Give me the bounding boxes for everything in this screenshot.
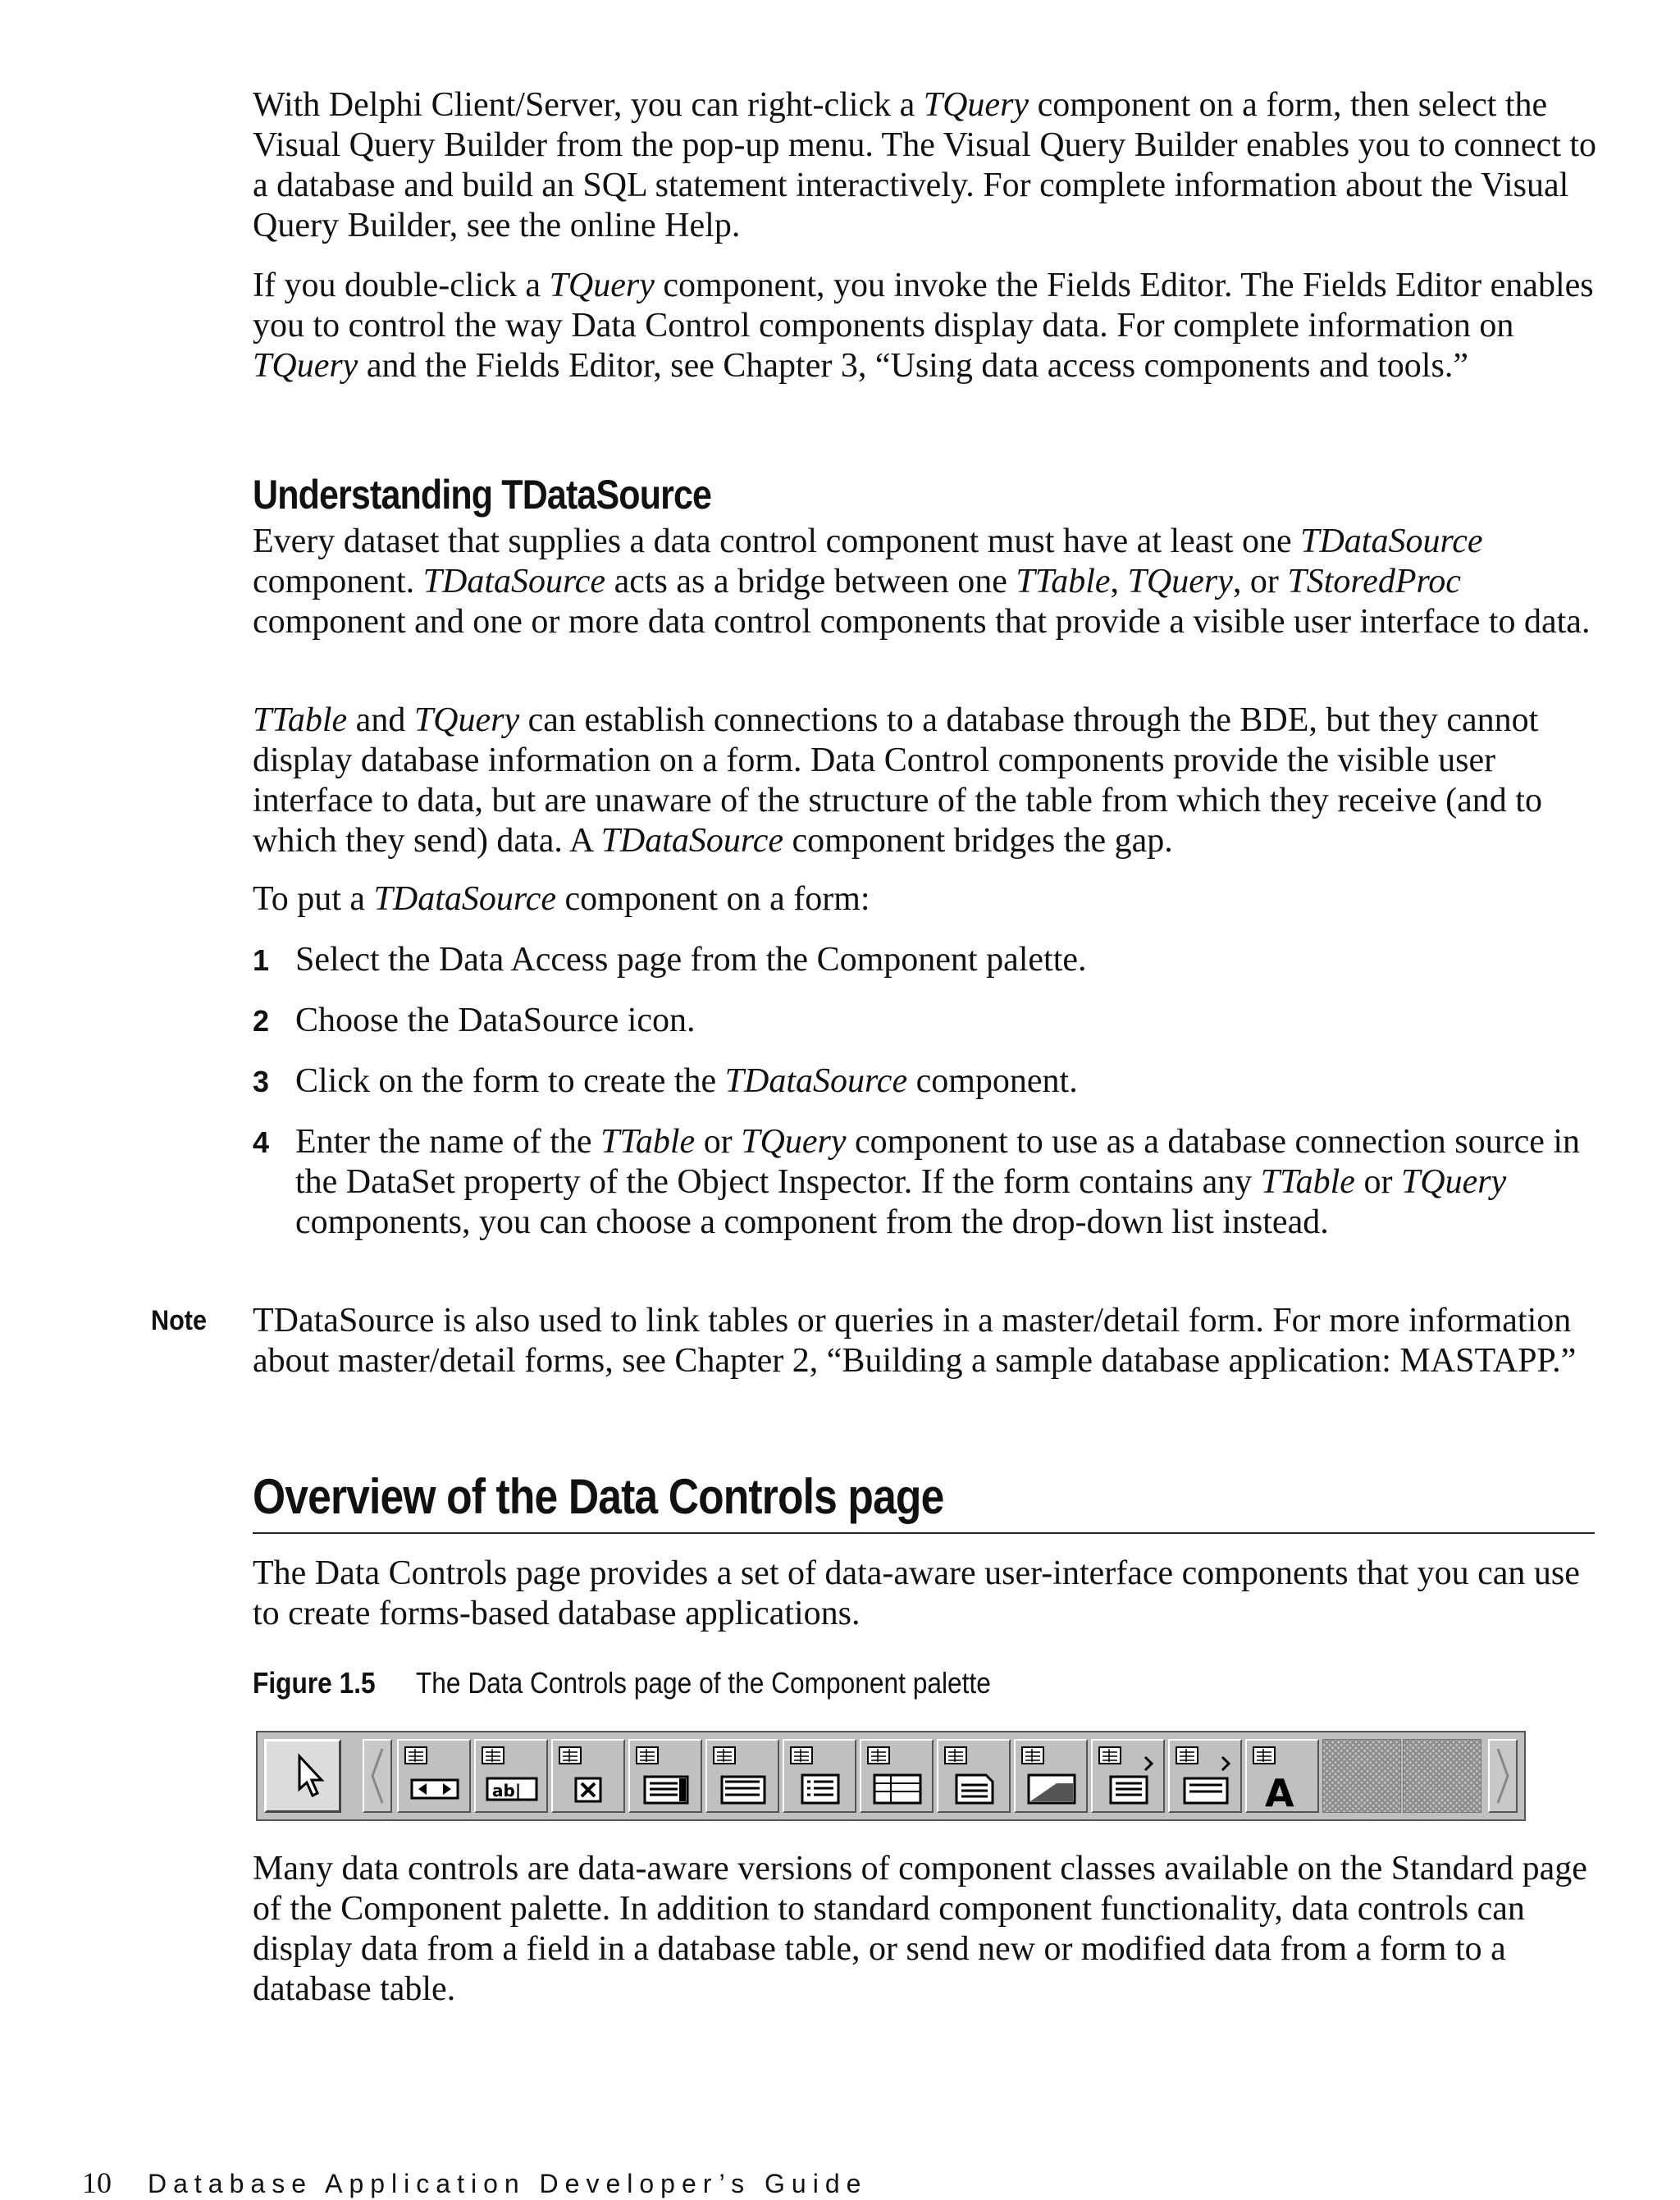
text-run: Choose the DataSource icon. (295, 1002, 696, 1039)
db-lookup-combo-icon (1170, 1741, 1240, 1811)
palette-component-button[interactable] (474, 1739, 548, 1813)
text-run: component. (907, 1062, 1078, 1100)
svg-text:A: A (1265, 1771, 1294, 1811)
text-run: Select the Data Access page from the Component palette. (295, 941, 1087, 979)
italic-term: TQuery (413, 701, 520, 739)
text-run: can establish connections to a database through the BDE, but they cannot display database information on a form. Data Control components provide the visible user interface to data, but are unaware of the structure of the table from which they receive (and to which they send) data. A (253, 701, 1542, 860)
text-run: and (347, 701, 414, 739)
db-radiogroup-icon (1016, 1741, 1086, 1811)
italic-term: TTable (1016, 563, 1111, 600)
italic-term: TTable (1260, 1163, 1355, 1201)
section-heading-overview-data-controls: Overview of the Data Controls page (253, 1469, 944, 1524)
db-image-icon (707, 1741, 778, 1811)
svg-text:ab|: ab| (492, 1781, 522, 1801)
text-run: component on a form: (555, 880, 870, 918)
italic-term: TDataSource (373, 880, 556, 918)
db-navigator-icon (399, 1741, 469, 1811)
palette-component-button[interactable] (1014, 1739, 1088, 1813)
page-footer (82, 2166, 867, 2200)
text-run: The Data Controls page provides a set of data-aware user-interface components that you can use to create forms-based database applications. (253, 1554, 1580, 1632)
db-checkbox-icon (938, 1741, 1009, 1811)
italic-term: TDataSource (600, 822, 784, 860)
italic-term: TQuery (1127, 563, 1233, 600)
palette-component-button[interactable] (705, 1739, 779, 1813)
italic-term: TTable (600, 1123, 696, 1161)
text-run: Enter the name of the (295, 1123, 601, 1161)
palette-component-button[interactable] (937, 1739, 1011, 1813)
step-number-4: 4 (253, 1125, 270, 1159)
step-text-4 (295, 1122, 1600, 1243)
text-run: , or (1232, 563, 1288, 600)
figure-number: Figure 1.5 (253, 1666, 376, 1700)
italic-term: TDataSource (1300, 523, 1483, 560)
pointer-arrow-icon (267, 1741, 339, 1810)
text-run: component, you invoke the Fields Editor. The Fields Editor enables you to control the way Data Control components display data. For complete information on (253, 267, 1594, 345)
step-number-1: 1 (253, 943, 270, 977)
heading-rule (253, 1532, 1595, 1534)
figure-caption (253, 1665, 991, 1701)
italic-term: TQuery (549, 267, 655, 304)
section-heading-understanding-tdatasource: Understanding TDataSource (253, 472, 712, 518)
palette-empty-slot (1403, 1739, 1481, 1813)
paragraph-ttable-tquery (253, 701, 1598, 861)
step-text-1 (295, 940, 1600, 980)
paragraph-data-controls-page (253, 1554, 1598, 1634)
palette-component-button[interactable] (1091, 1739, 1165, 1813)
paragraph-many-data-controls (253, 1849, 1598, 2010)
text-run: component on a form, then select the Visual Query Builder from the pop-up menu. The Visual Query Builder enables you to connect to a database and build an SQL statement interactively. For complete information about the Visual Query Builder, see the online Help. (253, 86, 1597, 244)
page-number: 10 (82, 2166, 112, 2199)
step-number-2: 2 (253, 1004, 270, 1038)
text-run: Click on the form to create the (295, 1062, 725, 1100)
text-run: , (1110, 563, 1128, 600)
palette-component-button[interactable] (860, 1739, 934, 1813)
text-run: To put a (253, 880, 374, 918)
italic-term: TStoredProc (1287, 563, 1461, 600)
db-text-icon (476, 1741, 546, 1811)
db-edit-icon (553, 1741, 623, 1811)
palette-scroll-left-button[interactable] (363, 1739, 392, 1813)
db-lookup-list-icon (1093, 1741, 1163, 1811)
pointer-arrow-button[interactable] (264, 1739, 341, 1813)
db-memo-icon (630, 1741, 701, 1811)
italic-term: TQuery (1400, 1163, 1507, 1201)
db-grid-icon (1247, 1741, 1317, 1811)
italic-term: TQuery (741, 1123, 847, 1161)
text-run: Many data controls are data-aware versions of component classes available on the Standard page of the Component palette. In addition to standard component functionality, data controls can display data from a field in a database table, or send new or modified data from a form to a database table. (253, 1850, 1587, 2008)
text-run: With Delphi Client/Server, you can right-click a (253, 86, 924, 124)
italic-term: TQuery (253, 347, 358, 385)
text-run: component bridges the gap. (783, 822, 1173, 860)
text-run: If you double-click a (253, 267, 550, 304)
text-run: acts as a bridge between one (605, 563, 1016, 600)
palette-component-button[interactable] (551, 1739, 625, 1813)
text-run: component and one or more data control components that provide a visible user interface to data. (253, 603, 1591, 641)
note-label: Note (151, 1305, 208, 1336)
palette-scroll-right-button[interactable] (1488, 1739, 1518, 1813)
book-title: Database Application Developer’s Guide (148, 2169, 868, 2198)
text-run: Every dataset that supplies a data control component must have at least one (253, 523, 1301, 560)
paragraph-fields-editor (253, 266, 1598, 386)
text-run: and the Fields Editor, see Chapter 3, “Using data access components and tools.” (358, 347, 1468, 385)
text-run: or (1354, 1163, 1401, 1201)
palette-empty-slot (1322, 1739, 1401, 1813)
scroll-right-icon (1490, 1741, 1516, 1811)
palette-component-button[interactable] (783, 1739, 856, 1813)
italic-term: TDataSource (422, 563, 606, 600)
text-run: or (695, 1123, 742, 1161)
step-text-2 (295, 1001, 1600, 1041)
figure-caption-text: The Data Controls page of the Component palette (415, 1666, 991, 1700)
text-run: component to use as a database connection source in the DataSet property of the Object Inspector. If the form contains any (295, 1123, 1581, 1201)
step-text-3 (295, 1061, 1600, 1102)
paragraph-every-dataset (253, 522, 1598, 642)
italic-term: TTable (253, 701, 348, 739)
paragraph-to-put-datasource (253, 879, 1598, 920)
italic-term: TQuery (923, 86, 1029, 124)
palette-component-button[interactable] (1168, 1739, 1242, 1813)
text-run: components, you can choose a component from the drop-down list instead. (295, 1203, 1329, 1241)
step-number-3: 3 (253, 1065, 270, 1098)
db-listbox-icon (784, 1741, 855, 1811)
scroll-left-icon (364, 1741, 390, 1811)
italic-term: TDataSource (724, 1062, 908, 1100)
palette-component-button[interactable] (397, 1739, 471, 1813)
note-text: TDataSource is also used to link tables or queries in a master/detail form. For more information about master/detail forms, see Chapter 2, “Building a sample database application: MASTAPP.” (253, 1302, 1577, 1380)
palette-component-button[interactable] (1245, 1739, 1319, 1813)
paragraph-visual-query-builder (253, 85, 1598, 246)
text-run: component. (253, 563, 423, 600)
db-combobox-icon (861, 1741, 932, 1811)
component-palette-data-controls (256, 1731, 1526, 1821)
palette-component-button[interactable] (628, 1739, 702, 1813)
